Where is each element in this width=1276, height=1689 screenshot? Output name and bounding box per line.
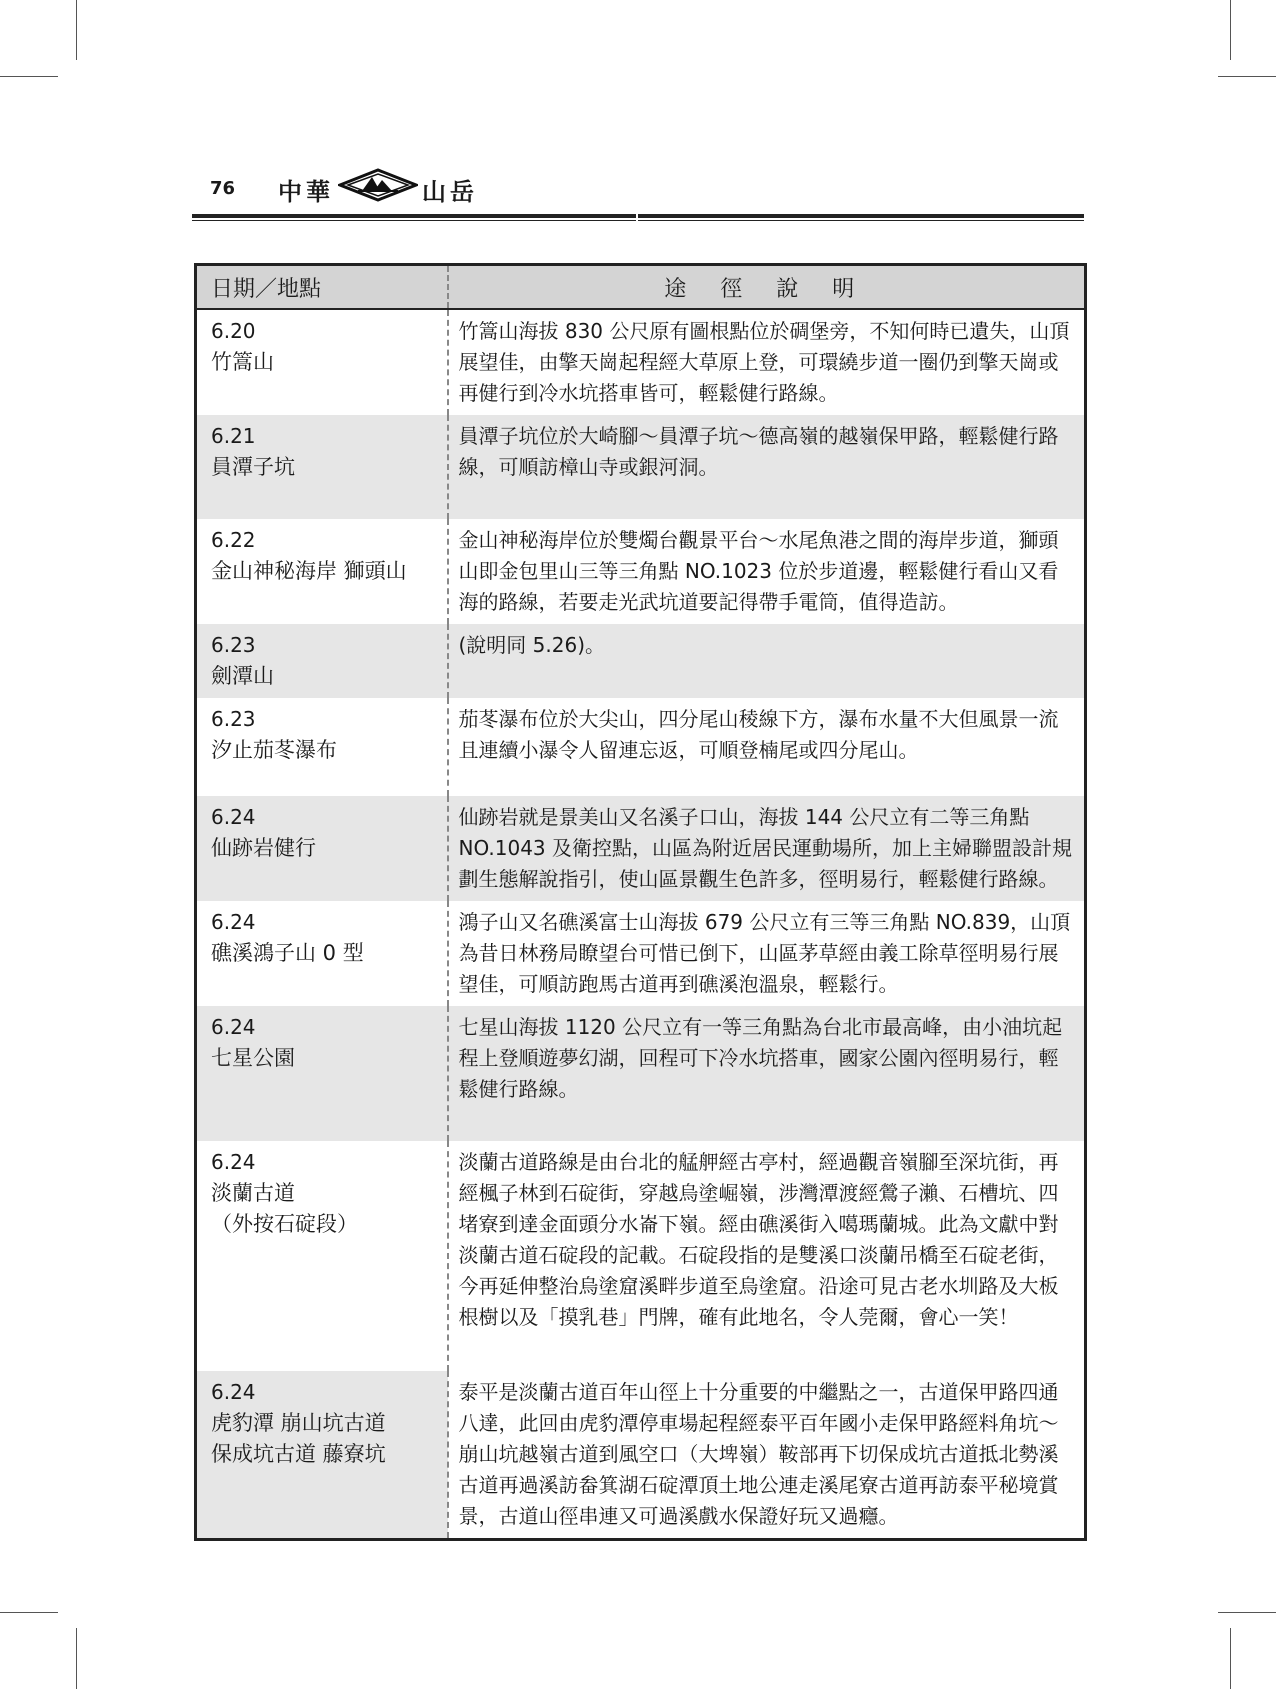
row-description: 金山神秘海岸位於雙燭台觀景平台～水尾魚港之間的海岸步道，獅頭山即金包里山三等三角點 NO.1023 位於步道邊，輕鬆健行看山又看海的路線，若要走光武坑道要記得帶手電筒，值得造訪。: [458, 528, 1059, 614]
row-place: 劍潭山: [211, 664, 274, 688]
row-place: 七星公園: [211, 1046, 295, 1070]
table-row: [196, 415, 1086, 519]
table-row: [196, 1141, 1086, 1371]
row-place: 虎豹潭 崩山坑古道 保成坑古道 藤寮坑: [211, 1411, 386, 1466]
header-rule: [192, 214, 1084, 218]
crop-mark: [0, 76, 58, 77]
table-row: [196, 901, 1086, 1006]
row-place: 金山神秘海岸 獅頭山: [211, 559, 407, 583]
row-description: 仙跡岩就是景美山又名溪子口山，海拔 144 公尺立有二等三角點 NO.1043 及衛控點，山區為附近居民運動場所，加上主婦聯盟設計規劃生態解說指引，使山區景觀生色許多，徑明易行，輕鬆健行路線。: [448, 796, 1086, 901]
crop-mark: [76, 1628, 77, 1689]
crop-mark: [1230, 1628, 1231, 1689]
table-row: [196, 698, 1086, 796]
mountain-logo-icon: [338, 168, 418, 206]
column-header-date-place: 日期／地點: [196, 265, 448, 310]
table-row: [196, 309, 1086, 415]
row-description: 七星山海拔 1120 公尺立有一等三角點為台北市最高峰，由小油坑起程上登順遊夢幻湖，回程可下冷水坑搭車，國家公園內徑明易行，輕鬆健行路線。: [448, 1006, 1086, 1141]
row-date: 6.24: [211, 1150, 256, 1174]
table-row: [196, 519, 1086, 624]
crop-mark: [0, 1612, 58, 1613]
row-place: 淡蘭古道 （外按石碇段）: [211, 1181, 358, 1236]
row-place: 竹篙山: [211, 350, 274, 374]
row-description: 鴻子山又名礁溪富士山海拔 679 公尺立有三等三角點 NO.839，山頂為昔日林務局瞭望台可惜已倒下，山區茅草經由義工除草徑明易行展望佳，可順訪跑馬古道再到礁溪泡溫泉，輕鬆行。: [458, 910, 1071, 996]
row-date: 6.22: [211, 528, 256, 552]
row-place: 仙跡岩健行: [211, 836, 316, 860]
table-row: [196, 1006, 1086, 1141]
row-description: 員潭子坑位於大崎腳～員潭子坑～德高嶺的越嶺保甲路，輕鬆健行路線，可順訪樟山寺或銀河洞。: [448, 415, 1086, 519]
row-description: 淡蘭古道路線是由台北的艋舺經古亭村，經過觀音嶺腳至深坑街，再經楓子林到石碇街，穿越烏塗崛嶺，涉灣潭渡經鶯子瀨、石槽坑、四堵寮到達金面頭分水崙下嶺。經由礁溪街入噶瑪蘭城。此為文獻中對淡蘭古道石碇段的記載。石碇段指的是雙溪口淡蘭吊橋至石碇老街，今再延伸整治烏塗窟溪畔步道至烏塗窟。沿途可見古老水圳路及大板根樹以及「摸乳巷」門牌，確有此地名，令人莞爾，會心一笑！: [458, 1150, 1059, 1329]
row-date: 6.21: [211, 424, 256, 448]
running-header: [190, 168, 1085, 218]
itinerary-table: [194, 263, 1087, 1541]
row-description: 泰平是淡蘭古道百年山徑上十分重要的中繼點之一，古道保甲路四通八達，此回由虎豹潭停車場起程經泰平百年國小走保甲路經料角坑～崩山坑越嶺古道到風空口（大埤嶺）鞍部再下切保成坑古道抵北勢溪古道再過溪訪畚箕湖石碇潭頂土地公連走溪尾寮古道再訪泰平秘境賞景，古道山徑串連又可過溪戲水保證好玩又過癮。: [448, 1371, 1086, 1540]
row-description: (說明同 5.26)。: [448, 624, 1086, 698]
magazine-title-right: 山岳: [422, 177, 478, 206]
crop-mark: [1218, 76, 1276, 77]
row-date: 6.24: [211, 1380, 256, 1404]
row-date: 6.23: [211, 707, 256, 731]
crop-mark: [1230, 0, 1231, 60]
crop-mark: [76, 0, 77, 60]
row-date: 6.24: [211, 910, 256, 934]
row-place: 員潭子坑: [211, 455, 295, 479]
row-place: 礁溪鴻子山 0 型: [211, 941, 364, 965]
row-date: 6.24: [211, 805, 256, 829]
row-place: 汐止茄苳瀑布: [211, 738, 337, 762]
row-description: 茄苳瀑布位於大尖山，四分尾山稜線下方，瀑布水量不大但風景一流且連續小瀑令人留連忘返，可順登楠尾或四分尾山。: [458, 707, 1059, 762]
row-date: 6.23: [211, 633, 256, 657]
table-header-row: [196, 265, 1086, 310]
header-rule-thin: [192, 220, 1084, 221]
row-description: 竹篙山海拔 830 公尺原有圖根點位於碉堡旁，不知何時已遺失，山頂展望佳，由擎天崗起程經大草原上登，可環繞步道一圈仍到擎天崗或再健行到冷水坑搭車皆可，輕鬆健行路線。: [458, 319, 1070, 405]
crop-mark: [1218, 1612, 1276, 1613]
row-date: 6.20: [211, 319, 256, 343]
magazine-title-left: 中華: [278, 177, 334, 206]
table-row: [196, 1371, 1086, 1540]
column-header-description: 途徑說明: [448, 265, 1086, 310]
table-row: [196, 796, 1086, 901]
table-row: [196, 624, 1086, 698]
page-number: 76: [210, 178, 236, 199]
row-date: 6.24: [211, 1015, 256, 1039]
